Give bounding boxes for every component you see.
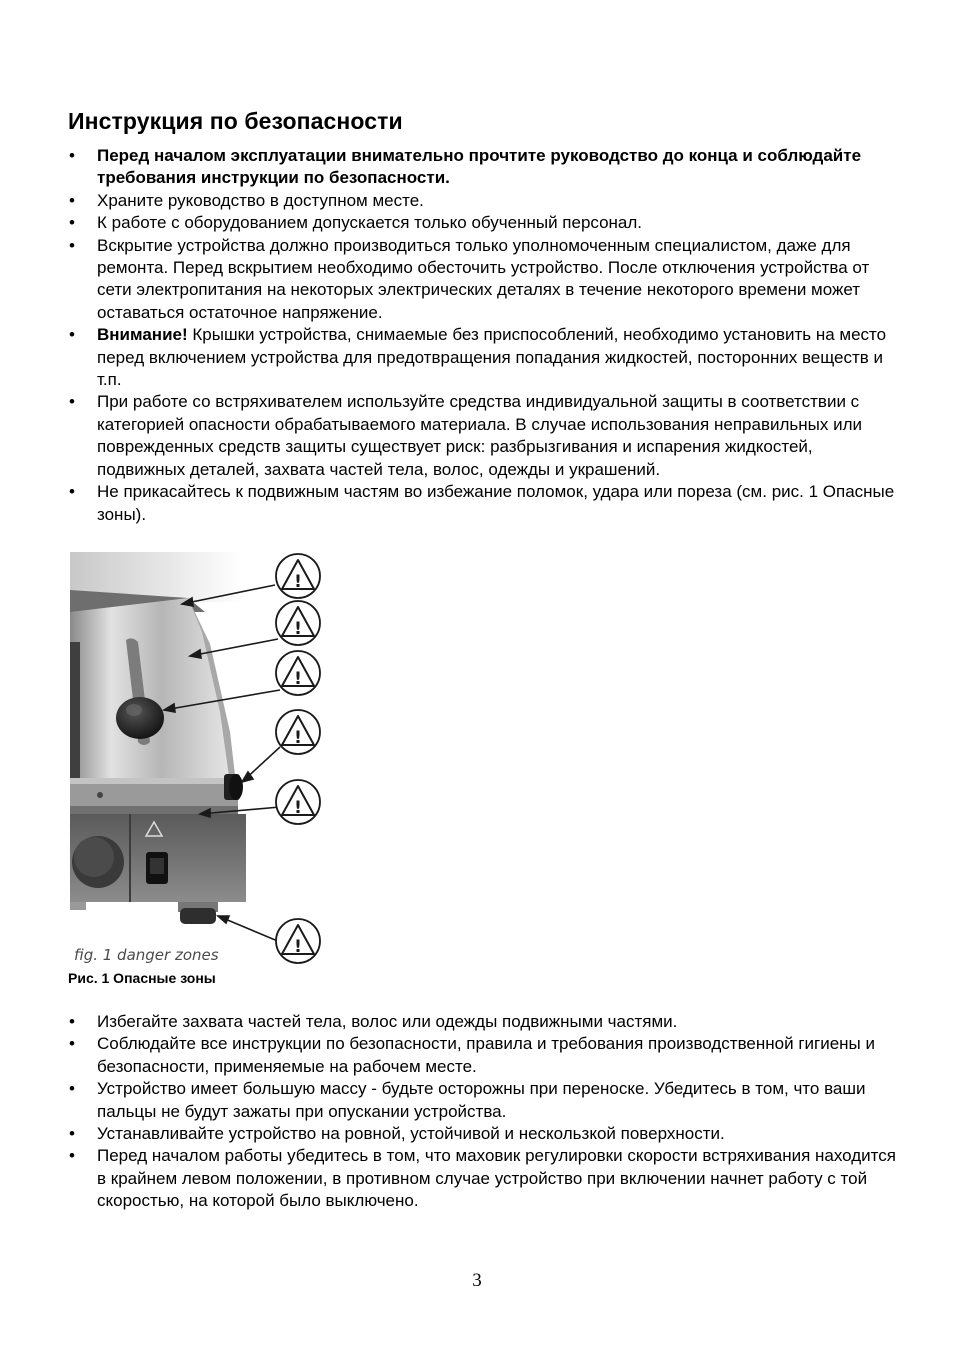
list-item: • Избегайте захвата частей тела, волос или одежды подвижными частями. (68, 1011, 898, 1033)
figure-inner-label: fig. 1 danger zones (74, 946, 219, 964)
list-item: • Устройство имеет большую массу - будьте осторожны при переноске. Убедитесь в том, что ваши пальцы не будут зажаты при опускании устройства. (68, 1078, 898, 1123)
danger-zones-figure (70, 552, 328, 968)
list-item-text: К работе с оборудованием допускается только обученный персонал. (97, 213, 643, 233)
list-item (68, 190, 898, 212)
warning-symbol: ! (294, 669, 302, 689)
list-item-text: Храните руководство в доступном месте. (97, 190, 424, 210)
list-item: • Перед началом работы убедитесь в том, что маховик регулировки скорости встряхивания находится в крайнем левом положении, в противном случае устройство при включении начнет работу с той скоростью, на которой было выключено. (68, 1145, 898, 1212)
warning-symbol: ! (294, 619, 302, 639)
list-item (68, 324, 898, 391)
warning-icon (276, 919, 320, 963)
list-item (68, 481, 898, 526)
warning-icon (276, 601, 320, 645)
page-number: 3 (472, 1270, 482, 1291)
warning-icon (276, 651, 320, 695)
safety-list-top (68, 145, 898, 526)
list-item-text: Не прикасайтесь к подвижным частям во избежание поломок, удара или пореза (см. рис. 1 Опасные зоны). (97, 482, 895, 524)
list-item (68, 212, 898, 234)
page-title: Инструкция по безопасности (68, 108, 403, 134)
warning-icon (276, 554, 320, 598)
warning-icon (276, 710, 320, 754)
list-item: • Соблюдайте все инструкции по безопасности, правила и требования производственной гигиены и безопасности, применяемые на рабочем месте. (68, 1033, 898, 1078)
warning-symbol: ! (294, 937, 302, 957)
shaker-device-photo (70, 552, 328, 968)
list-item-bold: Перед началом эксплуатации внимательно прочтите руководство до конца и соблюдайте требования инструкции по безопасности. (97, 146, 862, 188)
warning-symbol: ! (294, 728, 302, 748)
warning-icon (276, 780, 320, 824)
list-item-text: При работе со встряхивателем используйте средства индивидуальной защиты в соответствии с категорией опасности обрабатываемого материала. В случае использования неправильных или поврежденных средств защиты существует риск: разбрызгивания и испарения жидкостей, подвижных деталей, захвата частей тела, волос, одежды и украшений. (97, 392, 862, 479)
list-item: • Устанавливайте устройство на ровной, устойчивой и нескользкой поверхности. (68, 1123, 898, 1145)
list-item (68, 391, 898, 481)
list-item-text: Вскрытие устройства должно производиться только уполномоченным специалистом, даже для ремонта. Перед вскрытием необходимо обесточить устройство. После отключения устройства от сети электропитания на некоторых электрических деталях в течение некоторого времени может оставаться остаточное напряжение. (97, 235, 870, 322)
list-item-text: Крышки устройства, снимаемые без приспособлений, необходимо установить на место перед включением устройства для предотвращения попадания жидкостей, посторонних веществ и т.п. (97, 325, 887, 390)
warning-symbol: ! (294, 798, 302, 818)
list-item-bold: Внимание! (97, 325, 188, 345)
figure-caption: Рис. 1 Опасные зоны (68, 970, 216, 986)
warning-symbol: ! (294, 572, 302, 592)
list-item (68, 145, 898, 190)
list-item (68, 235, 898, 325)
safety-list-bottom (68, 1011, 898, 1213)
